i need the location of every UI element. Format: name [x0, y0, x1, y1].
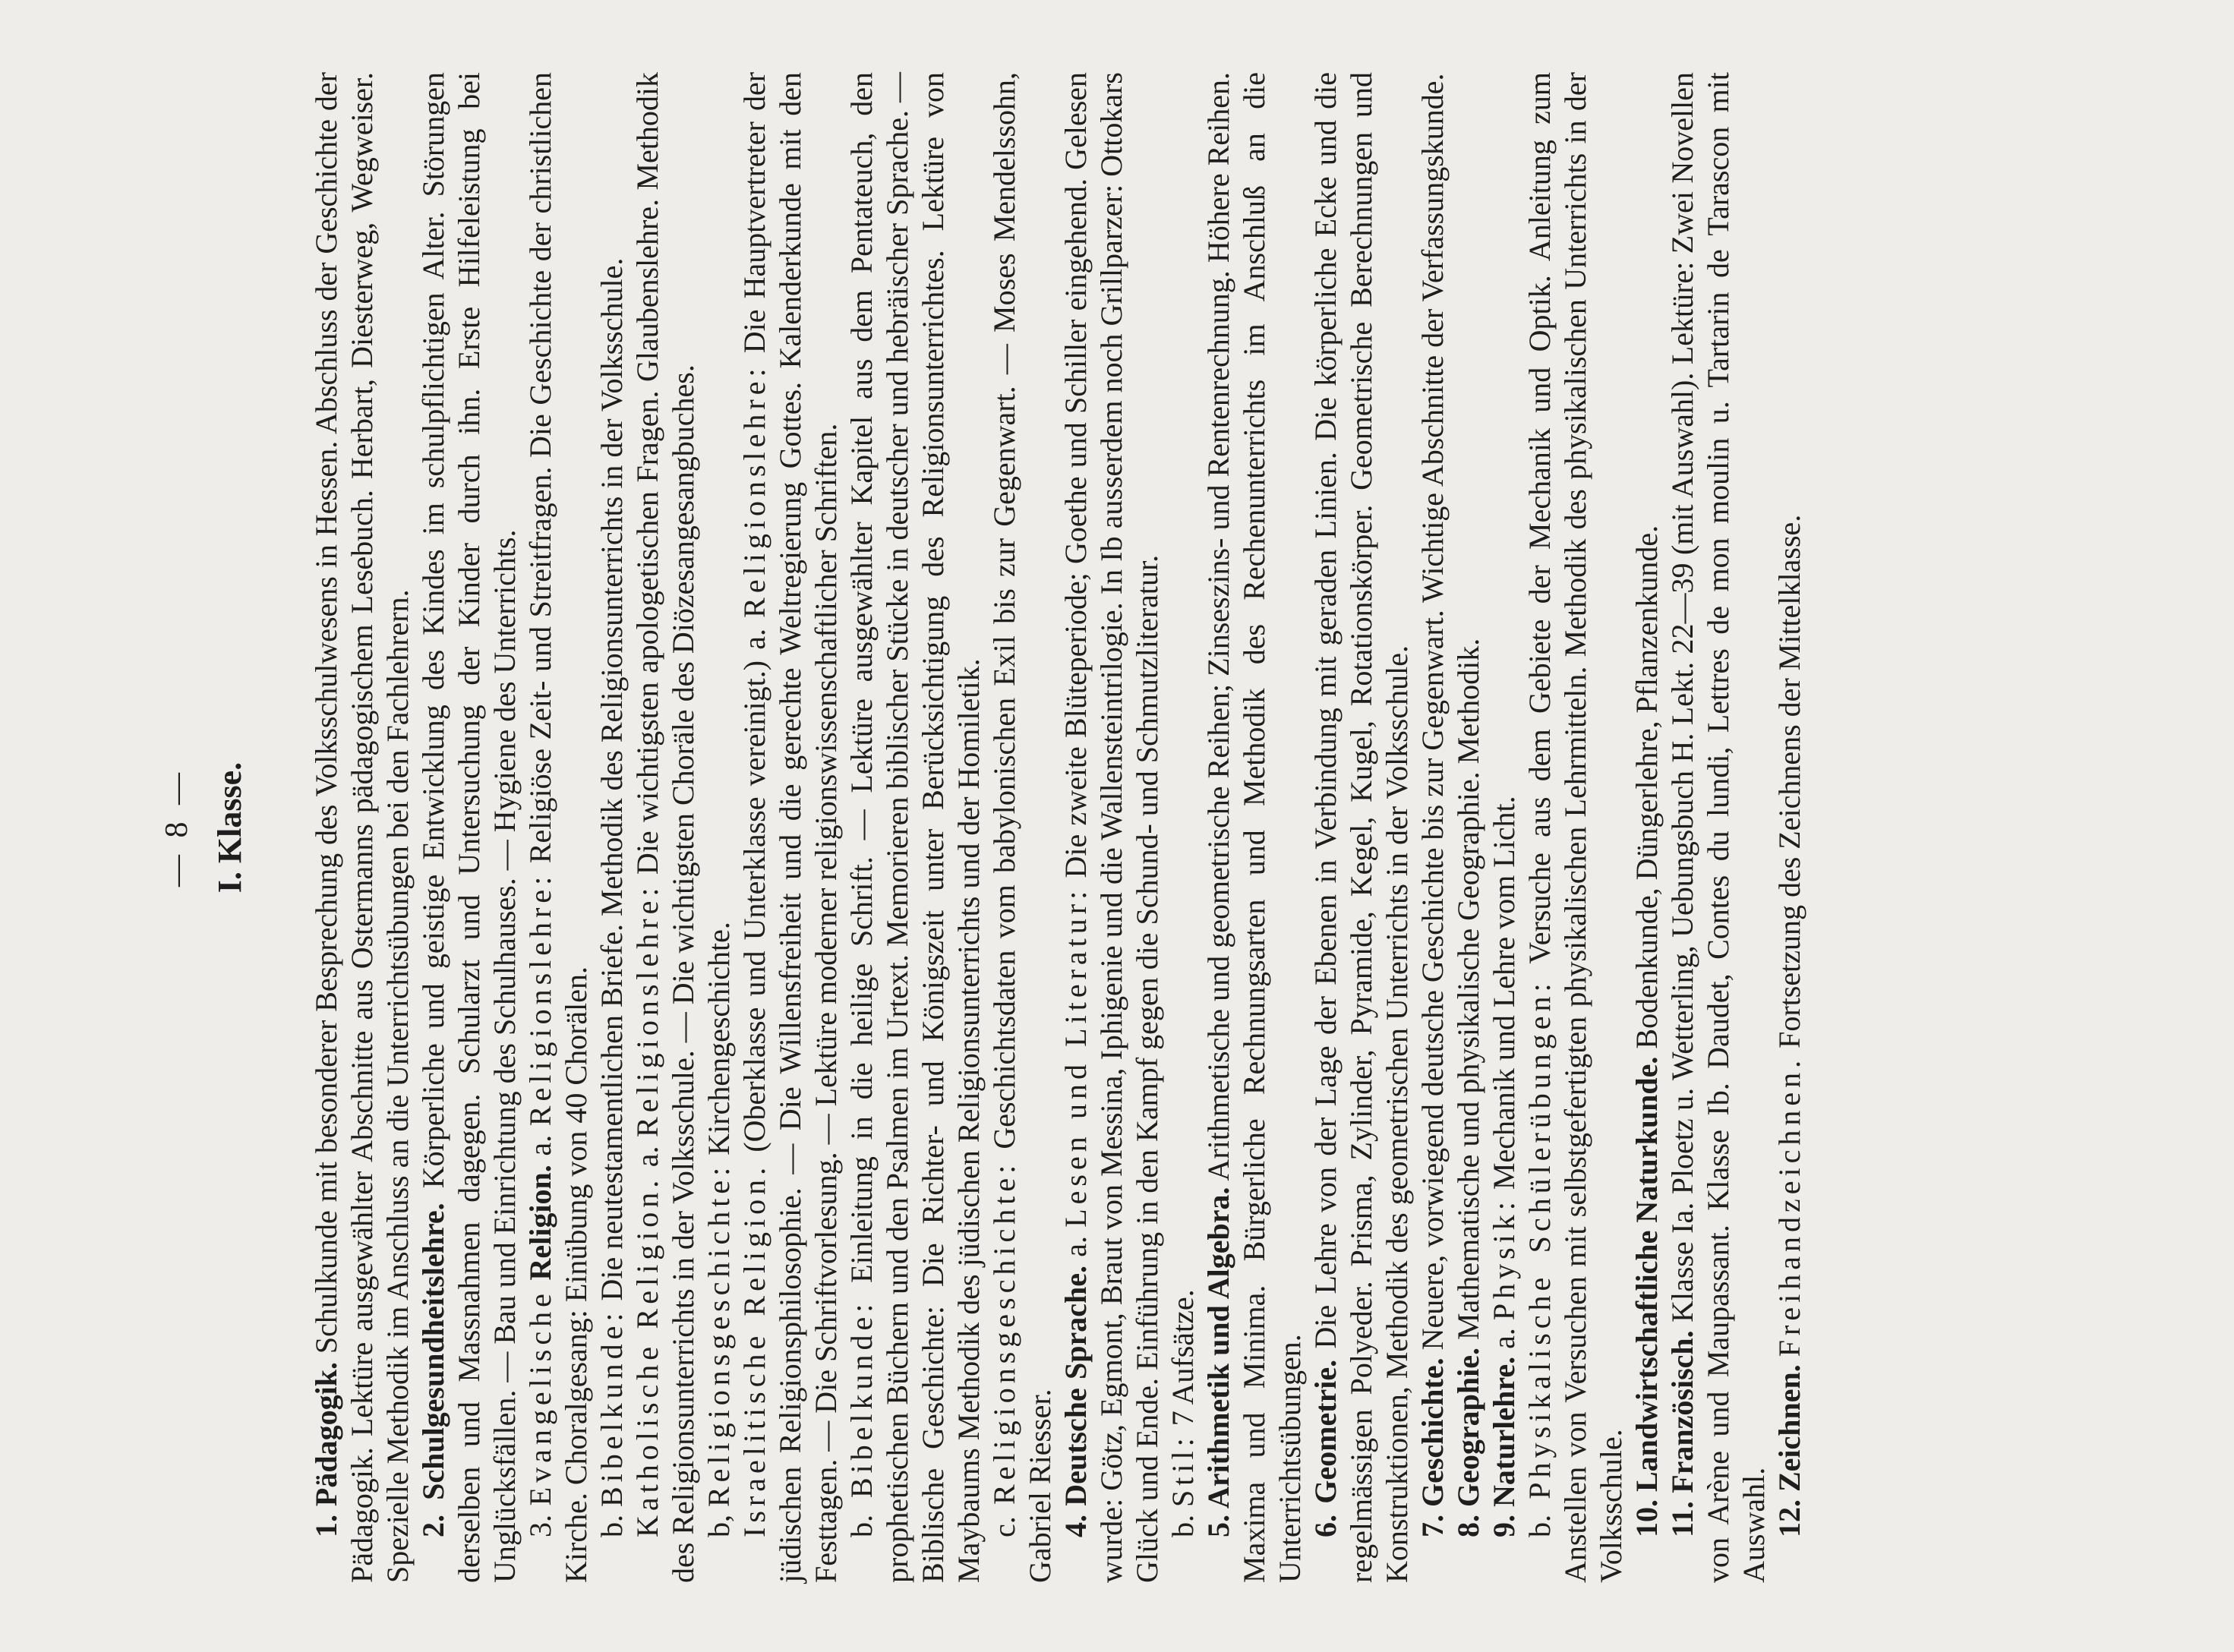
section-title: 2. Schulgesundheitslehre.: [416, 1203, 450, 1537]
section-title: 8. Geographie.: [1451, 1348, 1485, 1537]
sub-title: Religionsgeschichte:: [702, 1162, 736, 1507]
section-text: Die zweite Blüteperiode; Goethe und Schiller eingehend. Gelesen wurde: Götz, Egmont, Braut von Messina, Iphigenie und die Wallensteintrilogie. In Ib ausserdem noch Grillparzer: Ottokars Glück und Ende. Einführung in den Kampf gegen die Schund- und Schmutzliteratur.: [1059, 71, 1164, 1583]
section-arithmetik: [1201, 72, 1308, 1583]
section-text: 7 Aufsätze.: [1166, 1289, 1200, 1427]
section-text: Die Lehre von der Lage der Ebenen in Verbindung mit geraden Linien. Die körperliche Ecke und die regelmässigen Polyeder. Prisma, Zylinder, Pyramide, Kegel, Kugel, Rotationskörper. Geometrische Berechnungen und Konstruktionen, Methodik des geometrischen Unterrichts in der Volksschule.: [1308, 71, 1414, 1583]
sub-label: b.: [1166, 1515, 1200, 1537]
section-schulgesundheitslehre: [415, 72, 522, 1583]
sub-label: b.: [1522, 1515, 1557, 1537]
section-text: Fortsetzung des Zeichnens der Mittelklasse.: [1772, 514, 1806, 1048]
section-title-spaced: Katholische Religion.: [630, 1175, 664, 1537]
sub-label: a.: [1059, 1236, 1093, 1257]
page-number: — 8 —: [159, 768, 194, 887]
section-text: Kirchengeschichte.: [702, 922, 736, 1155]
section-text: Klasse Ia. Ploetz u. Wetterling, Uebungsbuch H. Lekt. 22—39 (mit Auswahl). Lektüre: Zwei Novellen von Arène und Maupassant. Klasse Ib. Daudet, Contes du lundi, Lettres de mon moulin u. Tartarin de Tarascon mit Auswahl.: [1665, 71, 1771, 1583]
section-deutsche-stil: [1165, 72, 1201, 1583]
section-evangelische-religion: [522, 72, 594, 1583]
sub-title: Physikalische Schülerübungen:: [1522, 979, 1557, 1499]
section-title-spaced: Israelitische Religion.: [737, 1162, 771, 1537]
sub-label: c.: [987, 1516, 1021, 1537]
sub-title: Physik:: [1487, 1197, 1521, 1321]
sub-title: Religionsgeschichte:: [987, 1160, 1021, 1505]
section-israelitische-bibelkunde: [844, 72, 986, 1583]
section-israelitische-religionsgeschichte: [986, 72, 1058, 1583]
section-text: Schulkunde mit besonderer Besprechung des Volksschulwesens in Hessen. Abschluss der Geschichte der Pädagogik. Lektüre ausgewählter Abschnitte aus Ostermanns pädagogischem Lesebuch. Herbart, Diesterweg, Wegweiser. Spezielle Methodik im Anschluss an die Unterrichtsübungen bei den Fachlehrern.: [309, 71, 415, 1583]
section-zeichnen: [1772, 72, 1807, 1583]
section-text: Einleitung in die heilige Schrift. — Lektüre ausgewählter Kapitel aus dem Pentateuch, den prophetischen Büchern und den Psalmen im Urtext. Memorieren biblischer Stücke in deutscher und hebräischer Sprache. — Biblische Geschichte: Die Richter- und Königszeit unter Berücksichtigung des Religionsunterrichtes. Lektüre von Maybaums Methodik des jüdischen Religionsunterrichts und der Homiletik.: [844, 71, 986, 1583]
sub-title: Religionslehre:: [737, 364, 771, 618]
sub-label: a.: [523, 1134, 557, 1156]
sub-title: Bibelkunde:: [844, 1299, 879, 1499]
page-title: I. Klasse.: [211, 761, 248, 894]
section-text: Die wichtigsten apologetischen Fragen. Glaubenslehre. Methodik des Religionsunterrichts in der Volksschule. — Die wichtigsten Choräle des Diözesangesangbuches.: [630, 71, 700, 1583]
section-text: Geschichtsdaten vom babylonischen Exil bis zur Gegenwart. — Moses Mendelssohn, Gabriel Riesser.: [987, 71, 1057, 1583]
sub-label: b.: [595, 1515, 629, 1537]
sub-label: b,: [702, 1515, 736, 1537]
section-title: 6. Geometrie.: [1308, 1359, 1343, 1537]
sub-label: a.: [630, 1146, 664, 1168]
section-text: Neuere, vorwiegend deutsche Geschichte bis zur Gegenwart. Wichtige Abschnitte der Verfassungskunde.: [1415, 73, 1450, 1351]
sub-title: Freihandzeichnen.: [1772, 1055, 1806, 1357]
section-schueleruebungen: [1522, 72, 1629, 1583]
section-evangelische-bibelkunde: [594, 72, 629, 1583]
section-text: Bodenkunde, Düngerlehre, Pflanzenkunde.: [1630, 525, 1664, 1049]
section-israelitische-religion: [737, 72, 844, 1583]
section-title: 5. Arithmetik und Algebra.: [1201, 1187, 1235, 1537]
section-geometrie: [1308, 72, 1415, 1583]
section-text: Körperliche und geistige Entwicklung des Kindes im schulpflichtigen Alter. Störungen derselben und Massnahmen dagegen. Schularzt und Untersuchung der Kinder durch ihn. Erste Hilfeleistung bei Unglücksfällen. — Bau und Einrichtung des Schulhauses. — Hygiene des Unterrichts.: [416, 71, 522, 1583]
section-naturlehre: [1486, 72, 1522, 1583]
sub-title: Religionslehre:: [523, 872, 557, 1127]
sub-title: Religionslehre:: [630, 883, 664, 1137]
section-title: 1. Pädagogik.: [309, 1362, 343, 1537]
page-content: [159, 72, 1807, 1583]
section-deutsche-sprache: [1058, 72, 1165, 1583]
section-title: 11. Französisch.: [1665, 1330, 1699, 1537]
section-landwirtschaft: [1629, 72, 1664, 1583]
section-title-spaced: Evangelische: [523, 1289, 557, 1506]
section-paedagogik: [308, 72, 415, 1583]
section-geschichte: [1415, 72, 1450, 1583]
sub-title: Lesen und Literatur:: [1059, 886, 1093, 1228]
section-title: 4. Deutsche Sprache.: [1059, 1266, 1093, 1537]
section-title: 9. Naturlehre.: [1487, 1356, 1521, 1537]
sub-label: b.: [844, 1515, 879, 1537]
section-text: Mathematische und physikalische Geographie. Methodik.: [1451, 638, 1485, 1341]
section-title: Religion.: [523, 1165, 557, 1281]
sub-title: Bibelkunde:: [595, 1308, 629, 1507]
section-text: Mechanik und Lehre vom Licht.: [1487, 796, 1521, 1190]
section-text: Religiöse Zeit- und Streitfragen. Die Geschichte der christlichen Kirche. Choralgesang: Einübung von 40 Chorälen.: [523, 71, 593, 1583]
section-text: Die Hauptvertreter der jüdischen Religionsphilosophie. — Die Willensfreiheit und die gerechte Weltregierung Gottes. Kalenderkunde mit den Festtagen. — Die Schriftvorlesung. — Lektüre moderner religionswissenschaftlicher Schriften.: [737, 71, 843, 1583]
section-number: 3.: [523, 1515, 557, 1537]
sub-label: a.: [1487, 1328, 1521, 1349]
section-text: Versuche aus dem Gebiete der Mechanik und Optik. Anleitung zum Anstellen von Versuchen mit selbstgefertigten physikalischen Lehrmitteln. Methodik des physikalischen Unterrichts in der Volksschule.: [1522, 72, 1628, 1583]
section-text: Die neutestamentlichen Briefe. Methodik des Religionsunterrichts in der Volksschule.: [595, 257, 629, 1301]
section-title: 7. Geschichte.: [1415, 1357, 1450, 1537]
section-title: 12. Zeichnen.: [1772, 1364, 1806, 1537]
section-title: 10. Landwirtschaftliche Naturkunde.: [1630, 1056, 1664, 1537]
section-geographie: [1450, 72, 1486, 1583]
section-franzoesisch: [1664, 72, 1772, 1583]
sub-title: Stil:: [1166, 1433, 1200, 1507]
section-katholische-religion: [629, 72, 701, 1583]
sub-label: a.: [737, 628, 771, 650]
section-text: Arithmetische und geometrische Reihen; Zinseszins- und Rentenrechnung. Höhere Reihen. Maxima und Minima. Bürgerliche Rechnungsarten und Methodik des Rechenunterrichts im Anschluß an die Unterrichtsübungen.: [1201, 72, 1307, 1583]
section-katholische-religionsgeschichte: [701, 72, 737, 1583]
section-note: (Oberklasse und Unterklasse vereinigt.): [737, 660, 771, 1152]
